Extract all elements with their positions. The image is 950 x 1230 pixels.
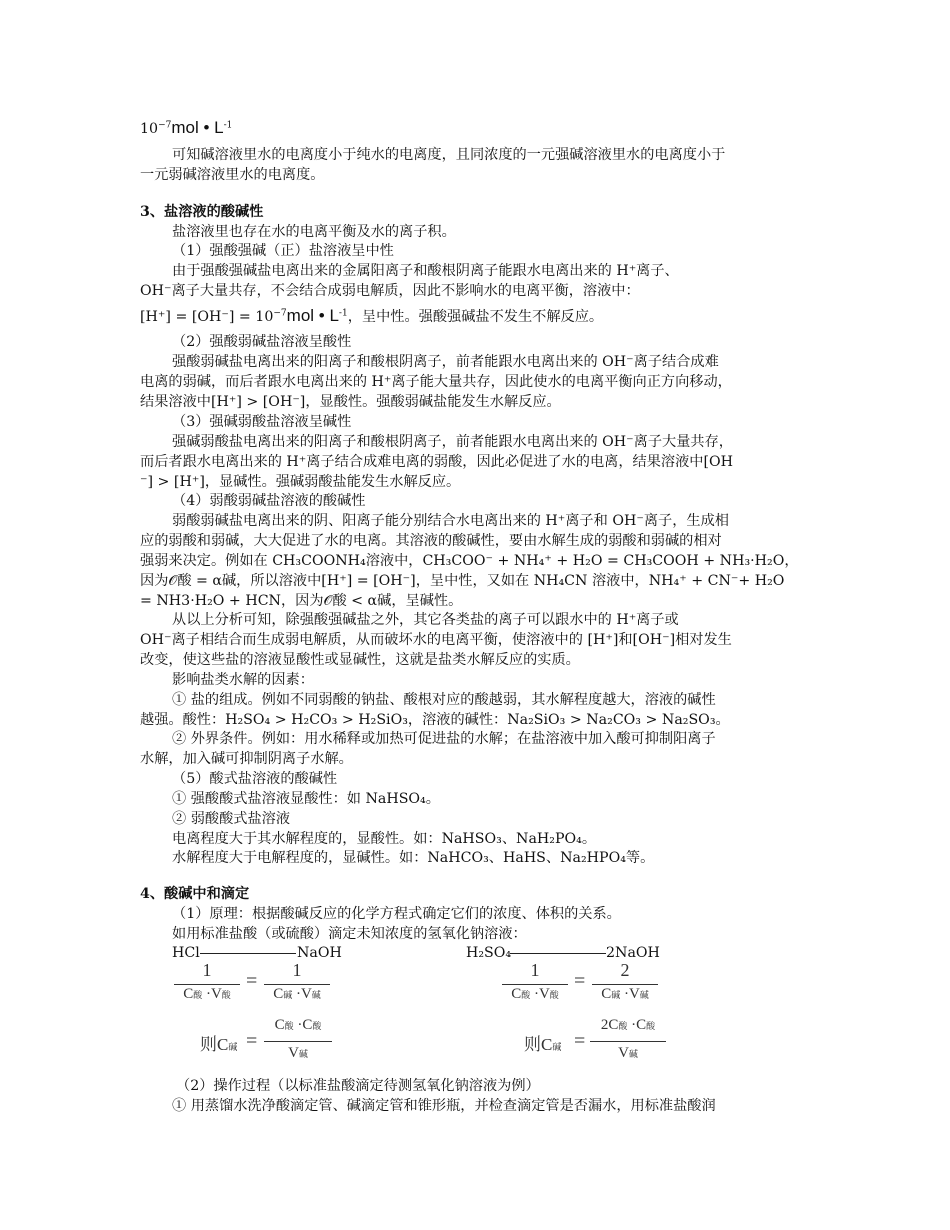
fraction-bar xyxy=(174,984,240,985)
unit-text: mol • L xyxy=(286,306,339,325)
equals-sign: = xyxy=(246,970,258,992)
subheading: （2）强酸弱碱盐溶液呈酸性 xyxy=(172,334,352,350)
subheading: （5）酸式盐溶液的酸碱性 xyxy=(172,771,338,787)
fraction-bar xyxy=(590,1041,666,1042)
denominator: C酸 ·V酸 xyxy=(183,986,231,1002)
result-right-label: 则C碱 xyxy=(524,1035,562,1054)
denominator: V碱 xyxy=(288,1045,308,1061)
paragraph-line: 由于强酸强碱盐电离出来的金属阳离子和酸根阴离子能跟水电离出来的 H⁺离子、 xyxy=(172,263,679,279)
fraction-right-2 xyxy=(590,960,660,1010)
numerator: 1 xyxy=(530,960,540,980)
denominator: C碱 ·V碱 xyxy=(273,986,321,1002)
paragraph-line: 水解，加入碱可抑制阴离子水解。 xyxy=(140,751,353,767)
subheading: （2）操作过程（以标准盐酸滴定待测氢氧化钠溶液为例） xyxy=(176,1078,540,1094)
numerator: C酸 ·C酸 xyxy=(274,1017,322,1033)
unit-text: mol • L xyxy=(171,118,224,137)
fraction-bar xyxy=(592,984,658,985)
paragraph-line: 强弱来决定。例如在 CH₃COONH₄溶液中，CH₃COO⁻ + NH₄⁺ + H₂O = CH₃COOH + NH₃·H₂O， xyxy=(140,553,799,569)
paragraph-line: 因为𝒪酸 = α碱，所以溶液中[H⁺] = [OH⁻]，呈中性，又如在 NH₄CN 溶液中，NH₄⁺ + CN⁻+ H₂O xyxy=(140,573,785,589)
paragraph-line: 从以上分析可知，除强酸强碱盐之外，其它各类盐的离子可以跟水中的 H⁺离子或 xyxy=(172,612,679,628)
fraction-left-3 xyxy=(262,1015,334,1070)
paragraph-line: OH⁻离子相结合而生成弱电解质，从而破坏水的电离平衡，使溶液中的 [H⁺]和[OH⁻]相对发生 xyxy=(140,632,732,648)
paragraph-line: 水解程度大于电解程度的，显碱性。如：NaHCO₃、HaHS、Na₂HPO₄等。 xyxy=(172,850,655,866)
paragraph-line: 而后者跟水电离出来的 H⁺离子结合成难电离的弱酸，因此必促进了水的电离，结果溶液中[OH xyxy=(140,454,734,470)
paragraph-line: 强碱弱酸盐电离出来的阳离子和酸根阴离子，前者能跟水电离出来的 OH⁻离子大量共存， xyxy=(172,434,733,450)
paragraph-line: 可知碱溶液里水的电离度小于纯水的电离度，且同浓度的一元强碱溶液里水的电离度小于 xyxy=(172,147,726,163)
fraction-bar xyxy=(264,984,330,985)
denominator: V碱 xyxy=(618,1045,638,1061)
paragraph-line: 越强。酸性：H₂SO₄ > H₂CO₃ > H₂SiO₃，溶液的碱性：Na₂SiO₃ > Na₂CO₃ > Na₂SO₃。 xyxy=(140,712,730,728)
subheading: （3）强碱弱酸盐溶液呈碱性 xyxy=(172,414,352,430)
reaction-line xyxy=(510,953,606,954)
paragraph-line: ① 强酸酸式盐溶液显酸性：如 NaHSO₄。 xyxy=(172,791,440,807)
concentration-line xyxy=(140,118,820,139)
paragraph-line: 弱酸弱碱盐电离出来的阴、阳离子能分别结合水电离出来的 H⁺离子和 OH⁻离子，生成相 xyxy=(172,513,729,529)
fraction-left-2 xyxy=(262,960,332,1010)
eq-text: [H⁺] = [OH⁻] = 10 xyxy=(140,309,274,325)
numerator: 1 xyxy=(202,960,212,980)
power-exp: −7 xyxy=(158,120,172,131)
equals-sign: = xyxy=(574,970,586,992)
paragraph-line: 改变，使这些盐的溶液显酸性或显碱性，这就是盐类水解反应的实质。 xyxy=(140,652,580,668)
fraction-left-1 xyxy=(172,960,242,1010)
fraction-bar xyxy=(264,1041,332,1042)
unit-exp: -1 xyxy=(338,308,348,319)
reactant: HCl xyxy=(172,945,200,961)
section-heading-4: 4、酸碱中和滴定 xyxy=(140,886,250,902)
paragraph-line: 结果溶液中[H⁺] > [OH⁻]，显酸性。强酸弱碱盐能发生水解反应。 xyxy=(140,394,561,410)
fraction-bar xyxy=(502,984,568,985)
paragraph-line: OH⁻离子大量共存，不会结合成弱电解质，因此不影响水的电离平衡，溶液中： xyxy=(140,283,640,299)
reactant: H₂SO₄ xyxy=(466,945,512,961)
paragraph-line: 应的弱酸和弱碱，大大促进了水的电离。其溶液的酸碱性，要由水解生成的弱酸和弱碱的相对 xyxy=(140,533,722,549)
neutral-concentration-line xyxy=(140,306,820,327)
paragraph-line: 盐溶液里也存在水的电离平衡及水的离子积。 xyxy=(172,224,456,240)
paragraph-line: 强酸弱碱盐电离出来的阳离子和酸根阴离子，前者能跟水电离出来的 OH⁻离子结合成难 xyxy=(172,354,719,370)
numerator: 2C酸 ·C酸 xyxy=(600,1017,656,1033)
paragraph-line: ⁻] > [H⁺]，显碱性。强碱弱酸盐能发生水解反应。 xyxy=(140,474,461,490)
eq-tail: ，呈中性。强酸强碱盐不发生不解反应。 xyxy=(347,309,604,325)
paragraph-line: 电离程度大于其水解程度的，显酸性。如：NaHSO₃、NaH₂PO₄。 xyxy=(172,831,597,847)
subheading: （1）原理：根据酸碱反应的化学方程式确定它们的浓度、体积的关系。 xyxy=(172,906,621,922)
paragraph-line: ① 用蒸馏水洗净酸滴定管、碱滴定管和锥形瓶，并检查滴定管是否漏水，用标准盐酸润 xyxy=(172,1098,716,1114)
product: NaOH xyxy=(297,945,342,961)
paragraph-line: 一元弱碱溶液里水的电离度。 xyxy=(140,167,325,183)
paragraph-line: ② 弱酸酸式盐溶液 xyxy=(172,811,291,827)
reaction-line xyxy=(200,953,296,954)
denominator: C酸 ·V酸 xyxy=(511,986,559,1002)
subheading: （4）弱酸弱碱盐溶液的酸碱性 xyxy=(172,493,366,509)
numerator: 1 xyxy=(292,960,302,980)
power-base: 10 xyxy=(140,121,159,137)
fraction-right-1 xyxy=(500,960,570,1010)
paragraph-line: ② 外界条件。例如：用水稀释或加热可促进盐的水解；在盐溶液中加入酸可抑制阳离子 xyxy=(172,731,716,747)
fraction-right-3 xyxy=(588,1015,668,1070)
paragraph-line: 如用标准盐酸（或硫酸）滴定未知浓度的氢氧化钠溶液： xyxy=(172,926,527,942)
power-exp: −7 xyxy=(273,308,287,319)
paragraph-line: 电离的弱碱，而后者跟水电离出来的 H⁺离子能大量共存，因此使水的电离平衡向正方向移动， xyxy=(140,374,732,390)
section-heading-3: 3、盐溶液的酸碱性 xyxy=(140,204,264,220)
subheading: （1）强酸强碱（正）盐溶液呈中性 xyxy=(172,243,394,259)
equals-sign: = xyxy=(574,1030,586,1052)
equals-sign: = xyxy=(246,1030,258,1052)
result-left-label: 则C碱 xyxy=(200,1035,238,1054)
product: 2NaOH xyxy=(606,945,660,961)
denominator: C碱 ·V碱 xyxy=(601,986,649,1002)
paragraph-line: = NH3·H₂O + HCN，因为𝒪酸 < α碱，呈碱性。 xyxy=(140,593,463,609)
unit-exp: -1 xyxy=(223,120,233,131)
paragraph-line: ① 盐的组成。例如不同弱酸的钠盐、酸根对应的酸越弱，其水解程度越大，溶液的碱性 xyxy=(172,692,716,708)
paragraph-line: 影响盐类水解的因素： xyxy=(172,672,314,688)
numerator: 2 xyxy=(620,960,630,980)
